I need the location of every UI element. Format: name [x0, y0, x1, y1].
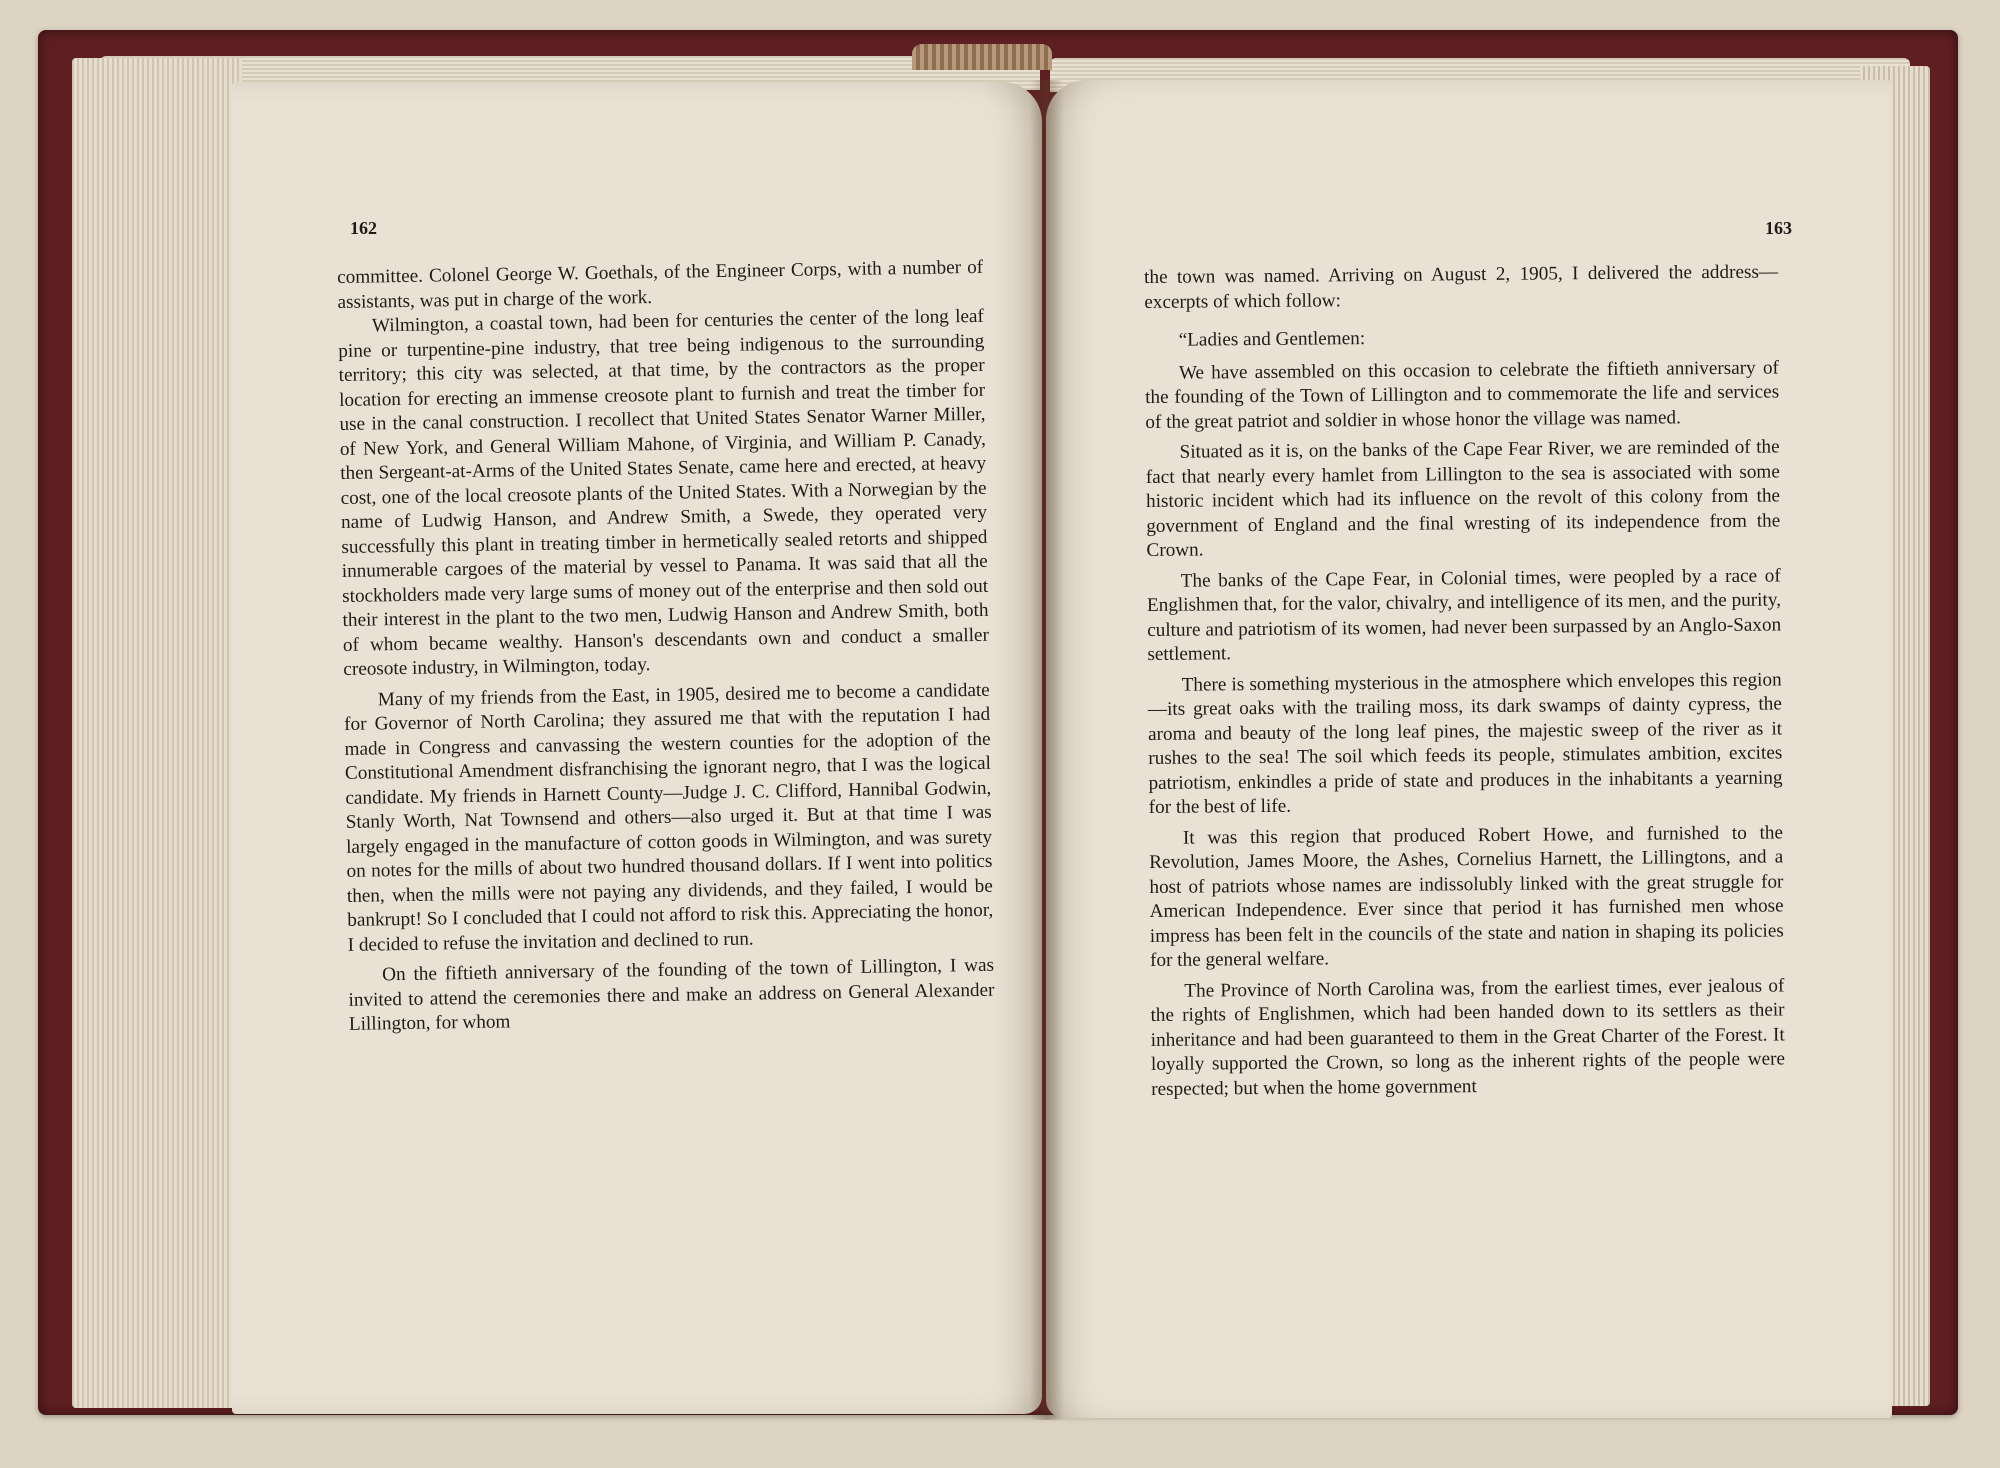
page-stack-left [72, 58, 242, 1408]
paragraph: Situated as it is, on the banks of the Cape Fear River, we are reminded of the fact that nearly every hamlet from Lillington to the sea is associated with some historic incident which had its influence on the revolt of this colony from the government of England and the final wresting of its independence from the Crown. [1145, 436, 1781, 561]
paragraph: There is something mysterious in the atmosphere which envelopes this region—its great oaks with the trailing moss, its dark swamps of dainty cypress, the aroma and beauty of the long leaf pines, the majestic sweep of the river as it rushes to the sea! The soil which feeds its people, stimulates ambition, excites patriotism, enkindles a pride of state and produces in the inhabitants a yearning for the best of life. [1147, 668, 1783, 818]
right-page [1046, 80, 1892, 1418]
paragraph: committee. Colonel George W. Goethals, of the Engineer Corps, with a number of assistants, was put in charge of the work. [337, 256, 984, 313]
right-page-number: 163 [1765, 218, 1792, 238]
salutation: “Ladies and Gentlemen: [1178, 328, 1366, 351]
paragraph: We have assembled on this occasion to celebrate the fiftieth anniversary of the founding of the Town of Lillington and to commemorate the life and services of the great patriot and soldier in whose honor the village was named. [1145, 356, 1780, 433]
paragraph: The banks of the Cape Fear, in Colonial times, were peopled by a race of Englishmen that, for the valor, chivalry, and intelligence of its men, and the purity, culture and patriotism of its women, had never been surpassed by an Anglo-Saxon settlement. [1146, 564, 1782, 665]
left-page-number: 162 [350, 218, 377, 238]
paragraph: It was this region that produced Robert Howe, and furnished to the Revolution, James Moore, the Ashes, Cornelius Harnett, the Lillingtons, and a host of patriots whose names are indissolubly linked with the great struggle for American Independence. Ever since that period it has furnished men whose impress has been felt in the councils of the state and nation in shaping its policies for the general welfare. [1149, 821, 1784, 971]
book-headband [912, 44, 1052, 70]
left-page-text [337, 256, 995, 1038]
paragraph: the town was named. Arriving on August 2, 1905, I delivered the address—excerpts of which follow: [1144, 261, 1779, 313]
left-page [232, 82, 1042, 1414]
paragraph: On the fiftieth anniversary of the founding of the town of Lillington, I was invited to attend the ceremonies there and make an address on General Alexander Lillington, for whom [348, 954, 995, 1035]
right-page-text [1144, 260, 1785, 1102]
paragraph: Many of my friends from the East, in 1905, desired me to become a candidate for Governor of North Carolina; they assured me that with the reputation I had made in Congress and canvassing the western counties for the adoption of the Constitutional Amendment disfranchising the ignorant negro, that I was the logical candidate. My friends in Harnett County—Judge J. C. Clifford, Hannibal Godwin, Stanly Worth, Nat Townsend and others—also urged it. But at that time I was largely engaged in the manufacture of cotton goods in Wilmington, and was surety on notes for the mills of about two hundred thousand dollars. If I went into politics then, when the mills were not paying any dividends, and they failed, I would be bankrupt! So I concluded that I could not afford to risk this. Appreciating the honor, I decided to refuse the invitation and declined to run. [344, 679, 994, 956]
book-gutter [1030, 80, 1064, 1420]
paragraph: The Province of North Carolina was, from the earliest times, ever jealous of the rights of Englishmen, which had been handed down to its settlers as their inheritance and had been guaranteed to them in the Great Charter of the Forest. It loyally supported the Crown, so long as the inherent rights of the people were respected; but when the home government [1150, 974, 1786, 1100]
paragraph: Wilmington, a coastal town, had been for centuries the center of the long leaf pine or turpentine-pine industry, that tree being indigenous to the surrounding territory; this city was selected, at that time, by the contractors as the proper location for erecting an immense creosote plant to furnish and treat the timber for use in the canal construction. I recollect that United States Senator Warner Miller, of New York, and General William Mahone, of Virginia, and William P. Canady, then Sergeant-at-Arms of the United States Senate, came here and erected, at heavy cost, one of the local creosote plants of the United States. With a Norwegian by the name of Ludwig Hanson, and Andrew Smith, a Swede, they operated very successfully this plant in treating timber in hermetically sealed retorts and shipped innumerable cargoes of the material by vessel to Panama. It was said that all the stockholders made very large sums of money out of the enterprise and then sold out their interest in the plant to the two men, Ludwig Hanson and Andrew Smith, both of whom became wealthy. Hanson's descendants own and conduct a smaller creosote industry, in Wilmington, today. [338, 305, 990, 680]
